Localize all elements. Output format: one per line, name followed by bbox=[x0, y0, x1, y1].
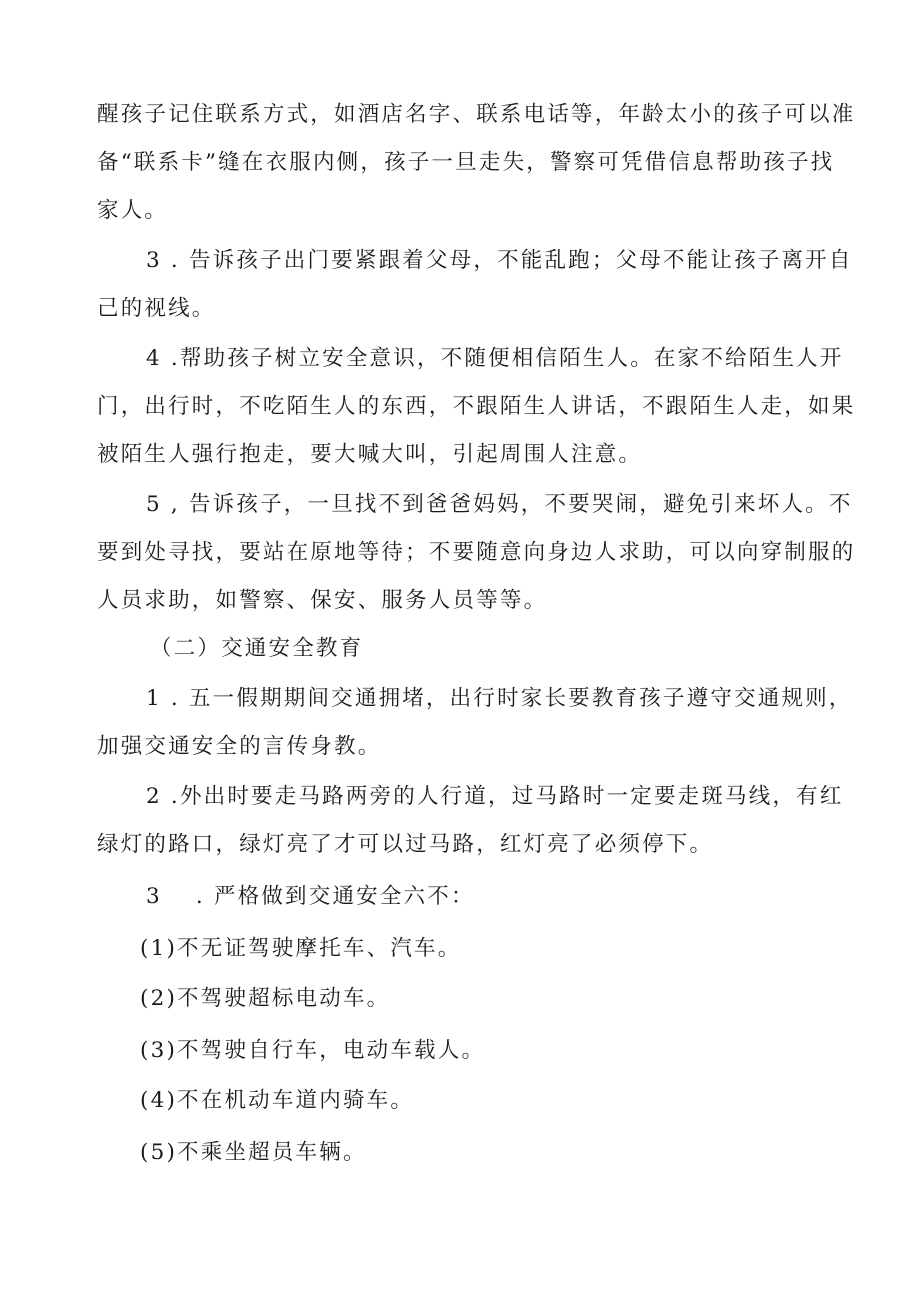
rule-item: (1)不无证驾驶摩托车、汽车。 bbox=[140, 936, 462, 961]
list-item-line bbox=[146, 882, 475, 912]
paragraph-line: 人员求助，如警察、保安、服务人员等等。 bbox=[97, 588, 548, 613]
paragraph-line: 被陌生人强行抱走，要大喊大叫，引起周围人注意。 bbox=[97, 442, 643, 467]
paragraph-line: 绿灯的路口，绿灯亮了才可以过马路，红灯亮了必须停下。 bbox=[97, 832, 714, 857]
list-item-line: 2 .外出时要走马路两旁的人行道，过马路时一定要走斑马线，有红 bbox=[146, 784, 844, 809]
paragraph-line: 己的视线。 bbox=[97, 296, 216, 321]
rule-item: (2)不驾驶超标电动车。 bbox=[140, 986, 391, 1011]
list-item-line: 3 . 告诉孩子出门要紧跟着父母，不能乱跑；父母不能让孩子离开自 bbox=[146, 248, 853, 273]
list-item-text: . 严格做到交通安全六不： bbox=[195, 884, 475, 909]
rule-item: (5)不乘坐超员车辆。 bbox=[140, 1140, 367, 1165]
section-heading: （二）交通安全教育 bbox=[150, 636, 364, 661]
paragraph-line: 醒孩子记住联系方式，如酒店名字、联系电话等，年龄太小的孩子可以准 bbox=[97, 102, 856, 127]
list-item-line: 1 . 五一假期期间交通拥堵，出行时家长要教育孩子遵守交通规则， bbox=[146, 686, 853, 711]
paragraph-line: 要到处寻找，要站在原地等待；不要随意向身边人求助，可以向穿制服的 bbox=[97, 540, 856, 565]
paragraph-line: 加强交通安全的言传身教。 bbox=[97, 734, 382, 759]
rule-item: (3)不驾驶自行车，电动车载人。 bbox=[140, 1038, 486, 1063]
list-item-line: 5 , 告诉孩子，一旦找不到爸爸妈妈，不要哭闹，避免引来坏人。不 bbox=[146, 492, 853, 517]
list-item-number: 3 bbox=[146, 884, 162, 909]
paragraph-line: 备“联系卡”缝在衣服内侧，孩子一旦走失，警察可凭借信息帮助孩子找 bbox=[97, 150, 835, 175]
paragraph-line: 家人。 bbox=[97, 198, 169, 223]
rule-item: (4)不在机动车道内骑车。 bbox=[140, 1088, 415, 1113]
paragraph-line: 门，出行时，不吃陌生人的东西，不跟陌生人讲话，不跟陌生人走，如果 bbox=[97, 394, 856, 419]
list-item-line: 4 .帮助孩子树立安全意识，不随便相信陌生人。在家不给陌生人开 bbox=[146, 346, 844, 371]
